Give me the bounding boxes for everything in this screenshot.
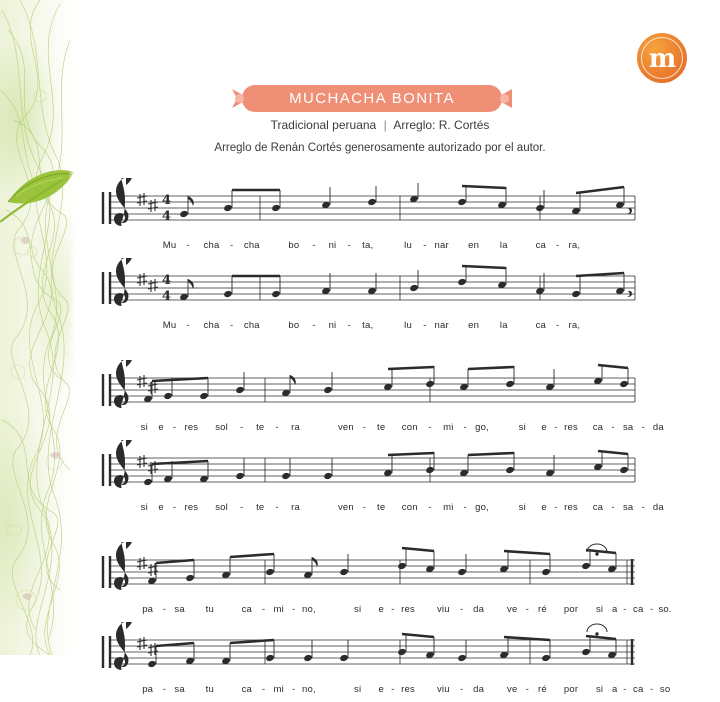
lyric-syllable: mi — [273, 604, 284, 615]
lyric-syllable: ve — [507, 684, 518, 695]
lyric-syllable: ve — [507, 604, 518, 615]
lyric-syllable: - — [428, 422, 432, 433]
lyric-syllable: ra, — [568, 240, 581, 251]
song-title: MUCHACHA BONITA — [289, 90, 455, 107]
lyric-syllable: res — [564, 502, 578, 513]
lyric-syllable: e — [378, 684, 384, 695]
lyric-syllable: bo — [288, 240, 300, 251]
stave-voice-2 — [100, 440, 645, 502]
svg-text:4: 4 — [162, 273, 172, 288]
lyric-syllable: sol — [215, 502, 228, 513]
lyric-syllable: da — [473, 604, 485, 615]
lyric-syllable: - — [423, 240, 427, 251]
lyric-syllable: ca — [633, 684, 644, 695]
lyric-syllable: pa — [142, 604, 154, 615]
publisher-logo — [637, 33, 687, 83]
lyrics-voice-1 — [100, 240, 645, 258]
lyric-syllable: res — [564, 422, 578, 433]
lyric-syllable: - — [463, 502, 467, 513]
lyric-syllable: res — [401, 604, 415, 615]
lyric-syllable: nar — [434, 240, 449, 251]
lyric-syllable: - — [428, 502, 432, 513]
lyric-syllable: si — [518, 502, 526, 513]
lyric-syllable: ca — [592, 502, 604, 513]
lyric-syllable: ca — [535, 320, 547, 331]
lyric-syllable: da — [652, 502, 664, 513]
lyric-syllable: - — [240, 422, 244, 433]
lyric-syllable: res — [401, 684, 415, 695]
lyric-syllable: si — [595, 604, 604, 615]
fermata-sign — [587, 624, 607, 635]
svg-text:4: 4 — [162, 209, 172, 224]
lyric-syllable: en — [468, 320, 480, 331]
stave-notation — [100, 258, 645, 320]
lyric-syllable: so — [659, 684, 671, 695]
lyric-syllable: nar — [434, 320, 449, 331]
lyric-syllable: ra — [291, 422, 300, 433]
lyric-syllable: cha — [243, 320, 260, 331]
lyric-syllable: si — [354, 684, 362, 695]
lyric-syllable: - — [162, 684, 167, 695]
credit-separator: | — [383, 118, 387, 132]
lyric-syllable: Mu — [162, 320, 177, 331]
lyric-syllable: - — [649, 604, 654, 615]
lyric-syllable: tu — [205, 684, 214, 695]
time-signature — [162, 273, 171, 304]
system-1 — [100, 178, 645, 338]
arrangement-note: Arreglo de Renán Cortés generosamente autorizado por el autor. — [214, 142, 546, 154]
lyric-syllable: - — [463, 422, 467, 433]
lyric-syllable: ca — [241, 604, 253, 615]
lyric-syllable: a — [611, 684, 618, 695]
lyrics-voice-2 — [100, 320, 645, 338]
note-group — [179, 266, 632, 301]
lyric-syllable: bo — [288, 320, 300, 331]
svg-text:4: 4 — [162, 193, 172, 208]
lyric-syllable: - — [240, 502, 244, 513]
lyric-syllable: - — [292, 684, 296, 695]
lyric-syllable: ré — [538, 684, 547, 695]
lyric-syllable: - — [611, 422, 615, 433]
lyric-syllable: - — [641, 502, 645, 513]
lyric-syllable: - — [186, 320, 190, 331]
lyric-syllable: mi — [443, 502, 454, 513]
lyric-syllable: con — [401, 502, 418, 513]
lyric-syllable: no, — [302, 604, 316, 615]
band-fade-edge — [68, 0, 78, 655]
lyric-syllable: - — [229, 240, 234, 251]
lyric-syllable: a — [611, 604, 618, 615]
lyric-syllable: ven — [337, 502, 354, 513]
lyric-syllable: - — [347, 240, 351, 251]
lyric-syllable: da — [652, 422, 664, 433]
stave-notation — [100, 360, 645, 422]
stave-voice-1 — [100, 360, 645, 422]
lyric-syllable: la — [499, 240, 508, 251]
lyric-syllable: sa — [622, 502, 634, 513]
lyric-syllable: lu — [404, 240, 412, 251]
lyric-syllable: - — [347, 320, 351, 331]
stave-voice-2 — [100, 622, 645, 684]
lyric-syllable: sa — [622, 422, 634, 433]
lyric-syllable: - — [555, 240, 560, 251]
lyric-syllable: si — [518, 422, 526, 433]
lyric-syllable: res — [184, 502, 199, 513]
lyric-syllable: res — [184, 422, 199, 433]
lyric-syllable: ca — [241, 684, 253, 695]
lyric-syllable: - — [555, 320, 560, 331]
lyric-syllable: go, — [475, 422, 489, 433]
lyric-syllable: e — [158, 502, 164, 513]
lyric-syllable: - — [649, 684, 654, 695]
lyric-syllable: pa — [142, 684, 154, 695]
lyric-syllable: - — [261, 684, 266, 695]
lyric-syllable: - — [186, 240, 190, 251]
lyric-syllable: sa — [174, 604, 185, 615]
lyric-syllable: e — [158, 422, 164, 433]
lyric-syllable: - — [611, 502, 615, 513]
lyric-syllable: - — [554, 422, 558, 433]
lyric-syllable: en — [468, 240, 480, 251]
lyric-syllable: - — [391, 684, 395, 695]
lyric-syllable: - — [525, 604, 530, 615]
lyric-syllable: tu — [205, 604, 214, 615]
lyric-syllable: la — [499, 320, 508, 331]
lyric-syllable: ni — [328, 320, 337, 331]
lyric-syllable: ré — [538, 604, 547, 615]
decorative-margin-band — [0, 0, 78, 655]
lyric-syllable: - — [292, 604, 296, 615]
lyric-syllable: te — [256, 502, 265, 513]
note-group — [147, 548, 616, 585]
note-group — [143, 451, 645, 486]
lyric-syllable: te — [256, 422, 265, 433]
lyric-syllable: ta, — [362, 240, 374, 251]
lyric-syllable: cha — [243, 240, 260, 251]
lyric-syllable: - — [423, 320, 427, 331]
lyrics-voice-1 — [100, 422, 664, 440]
lyric-syllable: - — [312, 320, 316, 331]
lyric-syllable: - — [229, 320, 234, 331]
lyric-syllable: sol — [215, 422, 228, 433]
lyric-syllable: - — [312, 240, 316, 251]
lyric-syllable: viu — [436, 604, 450, 615]
lyric-syllable: viu — [436, 684, 450, 695]
lyric-syllable: - — [362, 422, 367, 433]
lyric-syllable: si — [140, 422, 148, 433]
lyric-syllable: te — [377, 422, 386, 433]
lyric-syllable: ta, — [362, 320, 374, 331]
lyric-syllable: - — [460, 604, 464, 615]
system-3 — [100, 542, 672, 702]
lyric-syllable: go, — [475, 502, 489, 513]
credit-line — [0, 118, 720, 132]
stave-notation — [100, 622, 645, 684]
logo-letter: m — [648, 44, 676, 74]
lyric-syllable: - — [460, 684, 464, 695]
stave-voice-1 — [100, 542, 645, 604]
lyric-syllable: - — [275, 422, 279, 433]
lyrics-voice-2 — [100, 502, 664, 520]
stave-notation — [100, 440, 645, 502]
lyric-syllable: ca — [592, 422, 604, 433]
credit-arranger: Arreglo: R. Cortés — [393, 118, 490, 132]
lyric-syllable: - — [391, 604, 395, 615]
lyric-syllable: - — [641, 422, 645, 433]
lyric-syllable: ra, — [568, 320, 581, 331]
lyric-syllable: lu — [404, 320, 412, 331]
lyric-syllable: - — [525, 684, 530, 695]
lyric-syllable: ca — [633, 604, 644, 615]
lyric-syllable: te — [377, 502, 386, 513]
lyrics-voice-2 — [100, 684, 671, 702]
lyric-syllable: - — [362, 502, 367, 513]
lyric-syllable: ca — [535, 240, 547, 251]
lyric-syllable: si — [595, 684, 604, 695]
time-signature — [162, 193, 171, 224]
lyric-syllable: cha — [203, 320, 220, 331]
lyric-syllable: - — [623, 684, 627, 695]
stave-voice-1 — [100, 178, 645, 240]
note-group — [179, 183, 632, 218]
svg-text:4: 4 — [162, 289, 172, 304]
credit-origin: Tradicional peruana — [270, 118, 377, 132]
lyrics-voice-1 — [100, 604, 672, 622]
lyric-syllable: cha — [203, 240, 220, 251]
lyric-syllable: - — [275, 502, 279, 513]
lyric-syllable: e — [378, 604, 384, 615]
lyric-syllable: si — [140, 502, 148, 513]
lyric-syllable: por — [563, 604, 579, 615]
lyric-syllable: - — [172, 502, 177, 513]
lyric-syllable: con — [401, 422, 418, 433]
lyric-syllable: Mu — [162, 240, 177, 251]
lyric-syllable: - — [172, 422, 177, 433]
lyric-syllable: mi — [273, 684, 284, 695]
note-group — [147, 634, 616, 668]
lyric-syllable: mi — [443, 422, 454, 433]
stave-notation — [100, 178, 645, 240]
lyric-syllable: ven — [337, 422, 354, 433]
lyric-syllable: sa — [174, 684, 185, 695]
lyric-syllable: ra — [291, 502, 300, 513]
lyric-syllable: - — [623, 604, 627, 615]
lyric-syllable: ni — [328, 240, 337, 251]
lyric-syllable: por — [563, 684, 579, 695]
title-ribbon — [232, 85, 512, 112]
lyric-syllable: si — [354, 604, 362, 615]
lyric-syllable: - — [554, 502, 558, 513]
lyric-syllable: e — [541, 422, 547, 433]
music-score — [100, 178, 672, 695]
lyric-syllable: e — [541, 502, 547, 513]
stave-notation — [100, 542, 645, 604]
lyric-syllable: no, — [302, 684, 316, 695]
lyric-syllable: - — [261, 604, 266, 615]
lyric-syllable: da — [473, 684, 485, 695]
stave-voice-2 — [100, 258, 645, 320]
lyric-syllable: - — [162, 604, 167, 615]
leaf-illustration — [0, 150, 78, 350]
lyric-syllable: so. — [658, 604, 672, 615]
system-2 — [100, 360, 664, 520]
